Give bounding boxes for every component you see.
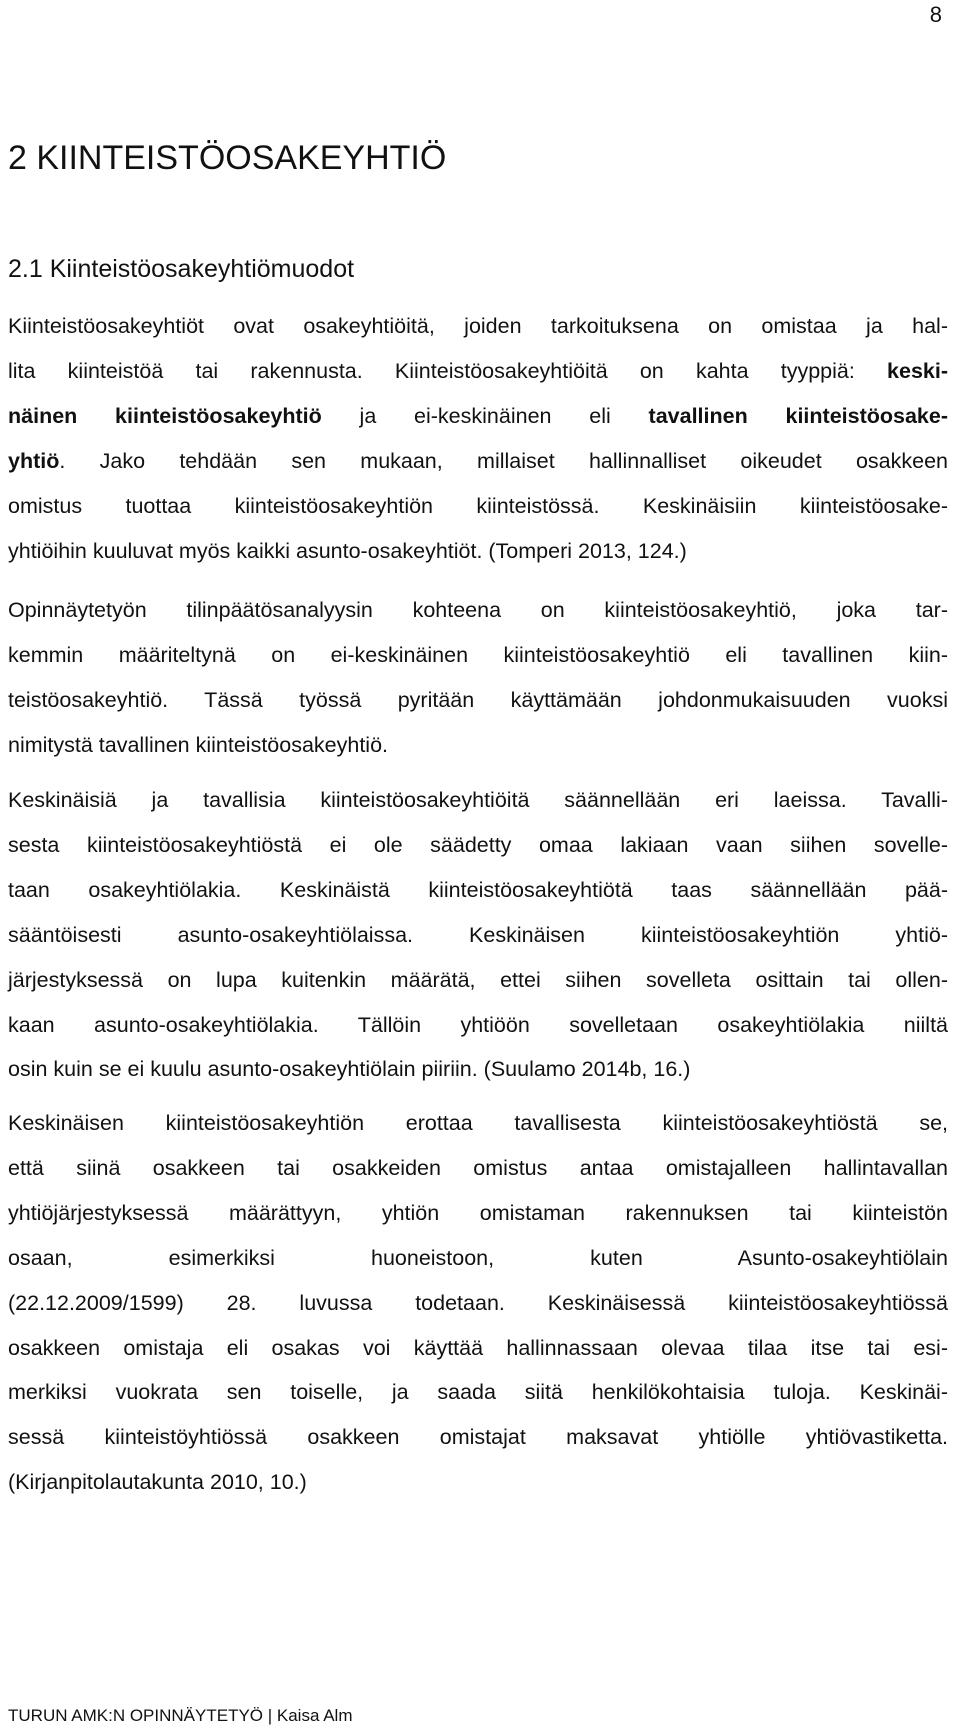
text-line [8,1101,948,1146]
text-segment: lita kiinteistöä tai rakennusta. Kiinteistöosakeyhtiöitä on kahta tyyppiä: [8,358,888,383]
text-line [8,913,948,958]
text-line [8,1003,948,1048]
text-segment: (22.12.2009/1599) 28. luvussa todetaan. Keskinäisessä kiinteistöosakeyhtiössä [8,1290,948,1315]
text-line [8,1236,948,1281]
text-line [8,349,948,394]
text-segment: (Kirjanpitolautakunta 2010, 10.) [8,1470,307,1495]
text-segment: teistöosakeyhtiö. Tässä työssä pyritään käyttämään johdonmukaisuuden vuoksi [8,687,948,712]
text-line [8,529,948,574]
text-segment: yhtiöihin kuuluvat myös kaikki asunto-osakeyhtiöt. (Tomperi 2013, 124.) [8,538,687,563]
text-line [8,484,948,529]
text-segment: sesta kiinteistöosakeyhtiöstä ei ole säädetty omaa lakiaan vaan siihen sovelle- [8,832,948,857]
text-line [8,958,948,1003]
text-line [8,439,948,484]
text-segment: kemmin määriteltynä on ei-keskinäinen kiinteistöosakeyhtiö eli tavallinen kiin- [8,642,948,667]
text-segment: osakkeen omistaja eli osakas voi käyttää hallinnassaan olevaa tilaa itse tai esi- [8,1335,948,1360]
text-segment: merkiksi vuokrata sen toiselle, ja saada siitä henkilökohtaisia tuloja. Keskinäi- [8,1380,948,1405]
text-segment: osaan, esimerkiksi huoneistoon, kuten Asunto-osakeyhtiölain [8,1245,948,1270]
paragraph-3 [8,778,948,1092]
paragraph-4 [8,1101,948,1505]
text-line [8,1191,948,1236]
page-number: 8 [929,2,942,27]
text-line [8,868,948,913]
text-segment: Keskinäisen kiinteistöosakeyhtiön erottaa tavallisesta kiinteistöosakeyhtiöstä se, [8,1111,948,1135]
text-segment: Keskinäisiä ja tavallisia kiinteistöosakeyhtiöitä säännellään eri laeissa. Tavalli- [8,788,948,812]
text-segment: Kiinteistöosakeyhtiöt ovat osakeyhtiöitä, joiden tarkoituksena on omistaa ja hal- [8,314,948,338]
text-segment: kaan asunto-osakeyhtiölakia. Tällöin yhtiöön sovelletaan osakeyhtiölakia niiltä [8,1012,948,1037]
text-segment: nimitystä tavallinen kiinteistöosakeyhtiö. [8,732,389,757]
text-segment: sessä kiinteistöyhtiössä osakkeen omistajat maksavat yhtiölle yhtiövastiketta. [8,1425,948,1450]
text-segment: Opinnäytetyön tilinpäätösanalyysin kohteena on kiinteistöosakeyhtiö, joka tar- [8,598,948,622]
paragraph-1 [8,304,948,573]
text-segment: yhtiöjärjestyksessä määrättyyn, yhtiön omistaman rakennuksen tai kiinteistön [8,1200,948,1225]
text-segment: järjestyksessä on lupa kuitenkin määrätä, ettei siihen sovelleta osittain tai ollen- [8,967,948,992]
text-line [8,723,948,768]
text-segment: . Jako tehdään sen mukaan, millaiset hallinnalliset oikeudet osakkeen [59,448,948,473]
section-title: 2.1 Kiinteistöosakeyhtiömuodot [8,255,355,283]
paragraph-2 [8,588,948,768]
text-segment: sääntöisesti asunto-osakeyhtiölaissa. Keskinäisen kiinteistöosakeyhtiön yhtiö- [8,922,948,947]
text-segment: että siinä osakkeen tai osakkeiden omistus antaa omistajalleen hallintavallan [8,1155,948,1180]
text-line [8,678,948,723]
text-line [8,588,948,633]
text-segment: taan osakeyhtiölakia. Keskinäistä kiinteistöosakeyhtiötä taas säännellään pää- [8,877,948,902]
bold-term: yhtiö [8,448,60,473]
text-segment: osin kuin se ei kuulu asunto-osakeyhtiölain piiriin. (Suulamo 2014b, 16.) [8,1057,691,1082]
text-line [8,1146,948,1191]
text-line [8,633,948,678]
text-line [8,1415,948,1460]
text-line [8,394,948,439]
text-line [8,1281,948,1326]
text-line [8,1460,948,1505]
text-segment: ja ei-keskinäinen eli [321,403,649,428]
text-line [8,778,948,823]
text-line [8,823,948,868]
footer: TURUN AMK:N OPINNÄYTETYÖ | Kaisa Alm [8,1706,353,1725]
text-segment: omistus tuottaa kiinteistöosakeyhtiön kiinteistössä. Keskinäisiin kiinteistöosake- [8,493,948,518]
bold-term: näinen kiinteistöosakeyhtiö [8,403,322,428]
text-line [8,1326,948,1371]
text-line [8,304,948,349]
bold-term: keski- [887,358,948,383]
text-line [8,1047,948,1092]
chapter-title: 2 KIINTEISTÖOSAKEYHTIÖ [8,139,447,177]
text-line [8,1370,948,1415]
bold-term: tavallinen kiinteistöosake- [648,403,948,428]
